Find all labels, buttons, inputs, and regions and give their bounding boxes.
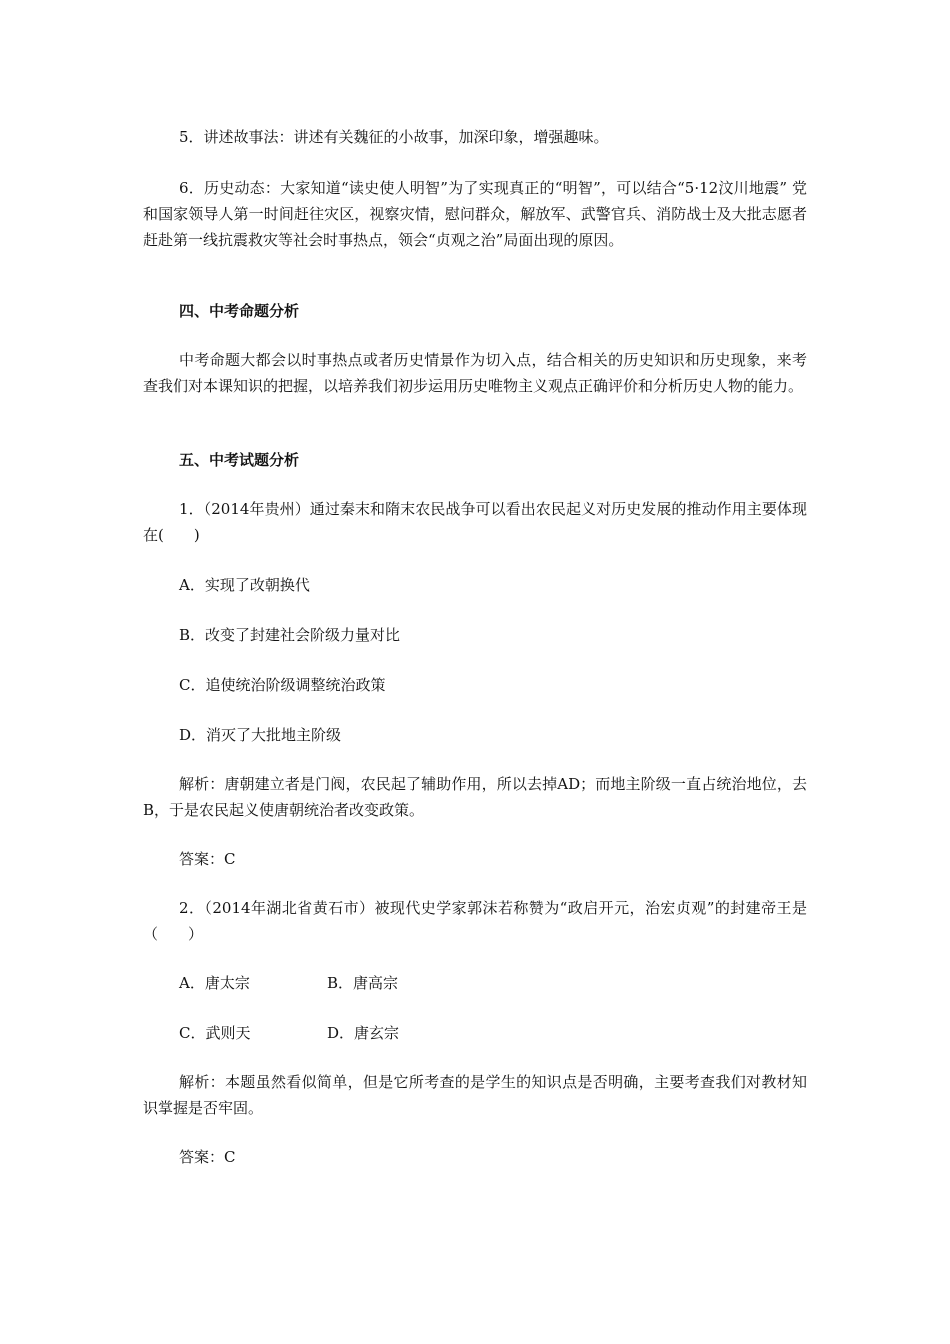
section-heading-exam-questions: 五、中考试题分析	[179, 451, 300, 469]
question-2-answer: 答案：C	[179, 1148, 236, 1166]
question-2-stem: 2．（2014年湖北省黄石市）被现代史学家郭沫若称赞为“政启开元，治宏贞观”的封建帝王是（ ）	[143, 899, 807, 943]
paragraph-storytelling-method: 5．讲述故事法：讲述有关魏征的小故事，加深印象，增强趣味。	[179, 128, 609, 146]
paragraph-history-dynamics: 6．历史动态：大家知道“读史使人明智”为了实现真正的“明智”，可以结合“5·12汶川地震” 党和国家领导人第一时间赶往灾区，视察灾情，慰问群众，解放军、武警官兵、消防战士及大批志愿者赶赴第一线抗震救灾等社会时事热点，领会“贞观之治”局面出现的原因。	[143, 179, 807, 249]
question-1-stem: 1．（2014年贵州）通过秦末和隋末农民战争可以看出农民起义对历史发展的推动作用主要体现在( )	[143, 500, 807, 544]
question-2-option-b: B．唐高宗	[327, 974, 399, 992]
question-2-option-a: A．唐太宗	[179, 974, 250, 992]
question-2-option-c: C．武则天	[179, 1024, 251, 1042]
question-1-explanation: 解析：唐朝建立者是门阀，农民起了辅助作用，所以去掉AD；而地主阶级一直占统治地位，去B，于是农民起义使唐朝统治者改变政策。	[143, 775, 807, 819]
question-1-option-a: A．实现了改朝换代	[179, 576, 310, 594]
question-1-option-c: C．追使统治阶级调整统治政策	[179, 676, 386, 694]
question-2-option-d: D．唐玄宗	[327, 1024, 400, 1042]
section-heading-exam-analysis: 四、中考命题分析	[179, 302, 300, 320]
question-1-option-b: B．改变了封建社会阶级力量对比	[179, 626, 401, 644]
paragraph-exam-analysis: 中考命题大都会以时事热点或者历史情景作为切入点，结合相关的历史知识和历史现象，来考查我们对本课知识的把握，以培养我们初步运用历史唯物主义观点正确评价和分析历史人物的能力。	[143, 351, 807, 395]
question-1-answer: 答案：C	[179, 850, 236, 868]
question-1-option-d: D．消灭了大批地主阶级	[179, 726, 342, 744]
question-2-explanation: 解析：本题虽然看似简单，但是它所考查的是学生的知识点是否明确，主要考查我们对教材知识掌握是否牢固。	[143, 1073, 807, 1117]
